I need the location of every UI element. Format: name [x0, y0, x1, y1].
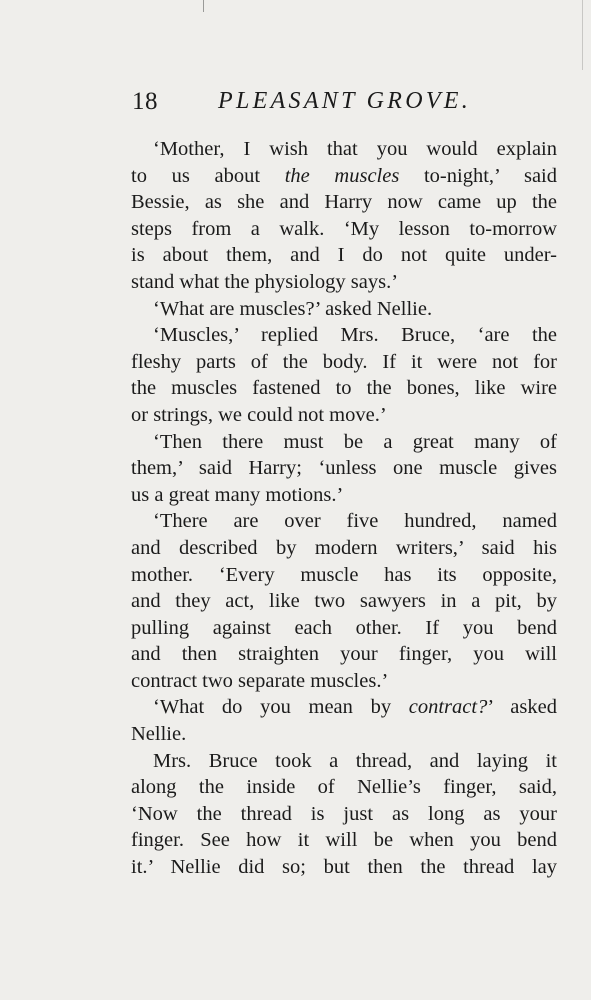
text-line: us a great many motions.’ — [131, 483, 344, 506]
text-run: to-night,’ said — [399, 164, 557, 187]
text-line: them,’ said Harry; ‘unless one muscle gives — [131, 457, 557, 480]
text-line: pulling against each other. If you bend — [131, 616, 557, 639]
text-run: to us about — [131, 164, 285, 187]
scan-mark — [203, 0, 204, 12]
text-run: ‘What do you mean by — [153, 696, 409, 719]
text-line: Bessie, as she and Harry now came up the — [131, 191, 557, 214]
text-line: or strings, we could not move.’ — [131, 403, 387, 426]
text-line: and described by modern writers,’ said his — [131, 536, 557, 559]
text-line — [131, 694, 557, 721]
text-line: Mrs. Bruce took a thread, and laying it — [153, 749, 557, 772]
italic-text: contract? — [408, 696, 488, 719]
text-line: and they act, like two sawyers in a pit, by — [131, 590, 557, 613]
text-line: ‘Muscles,’ replied Mrs. Bruce, ‘are the — [153, 324, 557, 347]
text-line: it.’ Nellie did so; but then the thread lay — [131, 856, 557, 879]
text-run: ’ asked — [487, 696, 557, 719]
page-number: 18 — [132, 88, 158, 115]
text-line: ‘Now the thread is just as long as your — [131, 802, 557, 825]
text-line: fleshy parts of the body. If it were not for — [131, 350, 557, 373]
scan-mark — [582, 0, 583, 70]
text-line: ‘What are muscles?’ asked Nellie. — [153, 297, 433, 320]
text-line: and then straighten your finger, you will — [131, 643, 557, 666]
running-title: PLEASANT GROVE. — [218, 88, 472, 114]
text-line: is about them, and I do not quite under- — [131, 244, 557, 267]
text-line: Nellie. — [131, 723, 187, 746]
text-line: finger. See how it will be when you bend — [131, 829, 557, 852]
italic-text: the muscles — [284, 164, 400, 187]
text-line: stand what the physiology says.’ — [131, 270, 399, 293]
text-line: the muscles fastened to the bones, like wire — [131, 377, 557, 400]
text-line: ‘Mother, I wish that you would explain — [153, 138, 557, 160]
page-header — [132, 88, 562, 122]
text-line: contract two separate muscles.’ — [131, 669, 389, 692]
text-line — [131, 163, 557, 190]
text-line: mother. ‘Every muscle has its opposite, — [131, 563, 557, 586]
text-line: along the inside of Nellie’s finger, said, — [131, 776, 557, 799]
text-line: ‘There are over five hundred, named — [153, 510, 557, 533]
text-line: steps from a walk. ‘My lesson to-morrow — [131, 217, 557, 240]
body-text — [131, 136, 557, 881]
text-line: ‘Then there must be a great many of — [153, 430, 557, 453]
